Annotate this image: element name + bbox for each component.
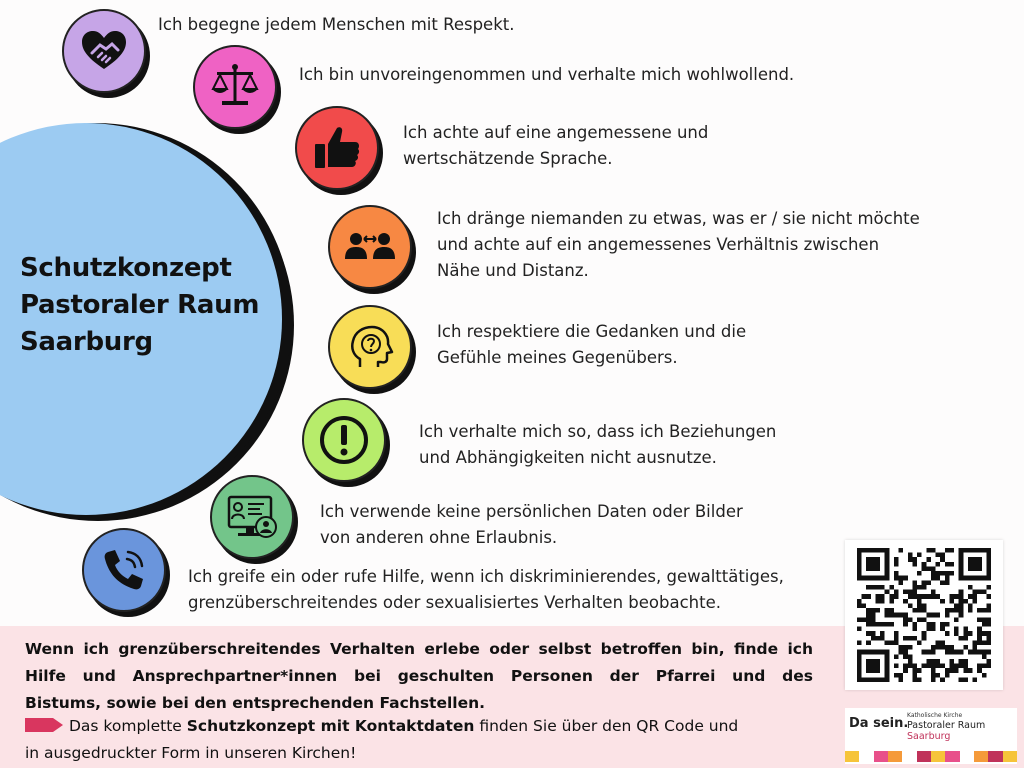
help-notice xyxy=(25,636,813,717)
rule-line: Ich achte auf eine angemessene und xyxy=(403,123,709,142)
head-question-icon xyxy=(328,305,412,389)
rule-text xyxy=(419,419,776,471)
rule-text xyxy=(158,12,514,38)
handshake-heart-icon xyxy=(62,9,146,93)
logo-town: Saarburg xyxy=(907,731,951,742)
thumbs-up-icon xyxy=(295,106,379,190)
title-line: Saarburg xyxy=(20,327,153,357)
logo-name-line: Pastoraler Raum xyxy=(907,720,986,731)
title-line: Schutzkonzept xyxy=(20,253,232,283)
rule-line: Ich respektiere die Gedanken und die xyxy=(437,322,747,341)
rule-line: Ich dränge niemanden zu etwas, was er / sie nicht möchte xyxy=(437,209,920,228)
qr-code-icon[interactable] xyxy=(857,548,991,682)
rule-line: Ich greife ein oder rufe Hilfe, wenn ich diskriminierendes, gewalttätiges, xyxy=(188,567,784,586)
exclamation-icon xyxy=(302,398,386,482)
page-title xyxy=(20,250,280,361)
rule-line: Ich verwende keine persönlichen Daten oder Bilder xyxy=(320,502,743,521)
rule-line: Ich verhalte mich so, dass ich Beziehungen xyxy=(419,422,777,441)
qr-note-bold: Schutzkonzept mit Kontaktdaten xyxy=(186,717,475,735)
help-line: Wenn ich grenzüberschreitendes Verhalten erlebe oder selbst betroffen bin, finde ich xyxy=(25,640,813,658)
rule-line: wertschätzende Sprache. xyxy=(403,149,613,168)
title-line: Pastoraler Raum xyxy=(20,290,260,320)
rule-line: und achte auf ein angemessenes Verhältnis zwischen xyxy=(437,235,880,254)
rule-line: Ich bin unvoreingenommen und verhalte mich wohlwollend. xyxy=(299,65,795,84)
rule-line: und Abhängigkeiten nicht ausnutze. xyxy=(419,448,717,467)
phone-call-icon xyxy=(82,528,166,612)
logo-subtitle: Katholische Kirche xyxy=(907,712,963,719)
rule-text xyxy=(188,564,784,616)
qr-note-text: Das komplette xyxy=(69,717,187,735)
help-line: Bistums, sowie bei den entsprechenden Fachstellen. xyxy=(25,694,486,712)
two-people-distance-icon xyxy=(328,205,412,289)
logo-name xyxy=(907,720,985,742)
rule-text xyxy=(403,120,708,172)
logo-slogan: Da sein. xyxy=(849,716,909,731)
logo xyxy=(845,708,1017,764)
qr-code[interactable] xyxy=(845,540,1003,690)
scales-icon xyxy=(193,45,277,129)
qr-note-text: finden Sie über den QR Code und xyxy=(474,717,739,735)
rule-line: Nähe und Distanz. xyxy=(437,261,589,280)
rule-line: von anderen ohne Erlaubnis. xyxy=(320,528,558,547)
rule-line: grenzüberschreitendes oder sexualisiertes Verhalten beobachte. xyxy=(188,593,721,612)
rule-text xyxy=(437,206,920,284)
qr-note xyxy=(25,713,825,767)
rule-text xyxy=(437,319,746,371)
qr-note-line2: in ausgedruckter Form in unseren Kirchen! xyxy=(25,744,357,762)
rule-line: Gefühle meines Gegenübers. xyxy=(437,348,678,367)
rule-line: Ich begegne jedem Menschen mit Respekt. xyxy=(158,15,515,34)
monitor-profile-icon xyxy=(210,475,294,559)
logo-color-bar xyxy=(845,751,1017,762)
arrow-right-icon xyxy=(25,716,65,734)
rule-text xyxy=(320,499,743,551)
rule-text xyxy=(299,62,794,88)
help-line: Hilfe und Ansprechpartner*innen bei geschulten Personen der Pfarrei und des xyxy=(25,667,813,685)
